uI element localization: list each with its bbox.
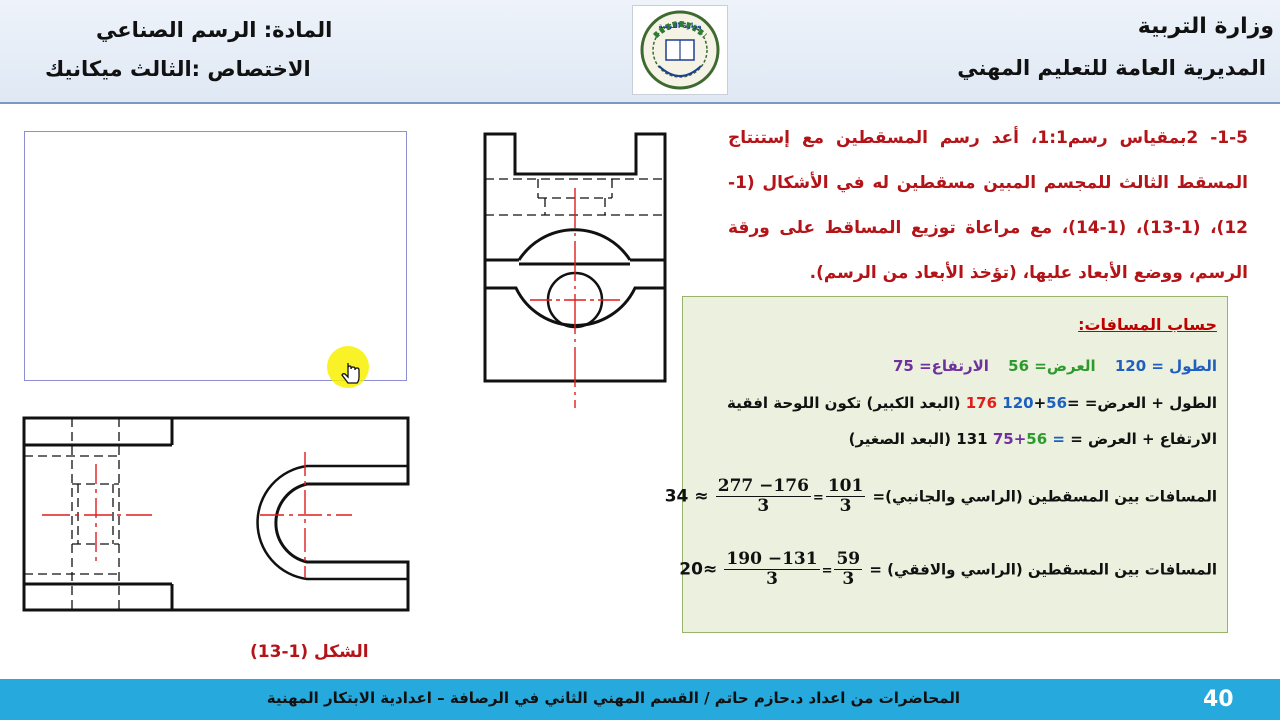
fraction-denominator: 3 (842, 569, 855, 589)
subject-label: المادة: الرسم الصناعي (96, 18, 333, 42)
sum-large-note: (البعد الكبير) تكون اللوحة افقية (727, 394, 961, 412)
footer-credit: المحاضرات من اعداد د.حازم حاتم / القسم المهني الثاني في الرصافة – اعدادية الابتكار المهنية (266, 689, 960, 707)
sum-small-note: (البعد الصغير) (848, 430, 952, 448)
ministry-logo-icon (632, 5, 728, 95)
fraction-denominator: 3 (757, 496, 770, 516)
distance-front-side-label: المسافات بين المسقطين (الراسي والجانبي)= (872, 487, 1217, 506)
hand-pointer-cursor-icon (326, 345, 374, 393)
ministry-title: وزارة التربية (1137, 14, 1274, 39)
distance-front-side-simplified (826, 477, 866, 516)
length-value: 120 (1114, 357, 1147, 375)
sum-small-line (849, 430, 1217, 448)
sum-small-label: الارتفاع + العرض = (1070, 430, 1217, 448)
sum-small-result: 131 (956, 430, 988, 448)
sum-large-eq: = (1067, 394, 1080, 412)
sum-large-a: 120 (1002, 394, 1034, 412)
figure-caption: الشكل (1-13) (250, 642, 369, 662)
sum-large-result: 176 (965, 394, 998, 412)
blank-third-view-area (24, 131, 407, 381)
height-label: الارتفاع= (919, 357, 989, 375)
width-value: 56 (1008, 357, 1030, 375)
sum-small-plus: + (1013, 430, 1027, 448)
distance-front-side-approx: ≈ 34 (664, 486, 709, 507)
distance-calculation-box (664, 296, 1228, 633)
sum-small-a: 75 (992, 430, 1014, 448)
calc-heading: حساب المسافات: (1078, 315, 1217, 334)
top-view-drawing (20, 414, 412, 616)
distance-front-side-fraction (716, 477, 811, 516)
fraction-numerator: 190 −131 (726, 549, 818, 569)
height-value: 75 (893, 357, 914, 375)
length-label: الطول = (1151, 357, 1217, 375)
directorate-title: المديرية العامة للتعليم المهني (957, 56, 1266, 80)
width-label: العرض= (1034, 357, 1096, 375)
distance-front-side-line (665, 477, 1217, 516)
sum-large-line (727, 394, 1217, 412)
sum-small-b: 56 (1026, 430, 1048, 448)
fraction-equals: = (812, 490, 824, 506)
problem-statement: 1-5- 2بمقياس رسم1:1، أعد رسم المسقطين مع إستنتاج المسقط الثالث للمجسم المبين مسقطين له في الأشكال (1-12)، (1-13)، (1-14)، مع مراعاة توزيع المساقط على ورقة الرسم، ووضع الأبعاد عليها، (تؤخذ الأبعاد من الرسم). (728, 128, 1248, 283)
slide-header (0, 0, 1280, 104)
fraction-equals: = (821, 563, 833, 579)
fraction-numerator: 101 (827, 476, 864, 496)
fraction-numerator: 277 −176 (717, 476, 809, 496)
distance-front-top-label: المسافات بين المسقطين (الراسي والافقي) = (869, 560, 1217, 579)
page-number: 40 (1203, 687, 1234, 712)
footer-bar (0, 679, 1280, 720)
dimensions-line (893, 357, 1217, 375)
sum-large-b: 56 (1046, 394, 1068, 412)
fraction-numerator: 59 (836, 549, 861, 569)
distance-front-top-simplified (834, 550, 862, 589)
specialty-label: الاختصاص :الثالث ميكانيك (45, 57, 311, 81)
sum-large-label: الطول + العرض= (1084, 394, 1217, 412)
fraction-denominator: 3 (839, 496, 852, 516)
distance-front-top-fraction (724, 550, 819, 589)
sum-small-eq: = (1052, 430, 1065, 448)
fraction-denominator: 3 (766, 569, 778, 589)
front-view-drawing (478, 128, 674, 412)
sum-large-plus: + (1033, 394, 1047, 412)
distance-front-top-approx: ≈20 (679, 559, 718, 580)
distance-front-top-line (679, 550, 1217, 589)
logo-text: وزارة التربية (658, 22, 702, 30)
